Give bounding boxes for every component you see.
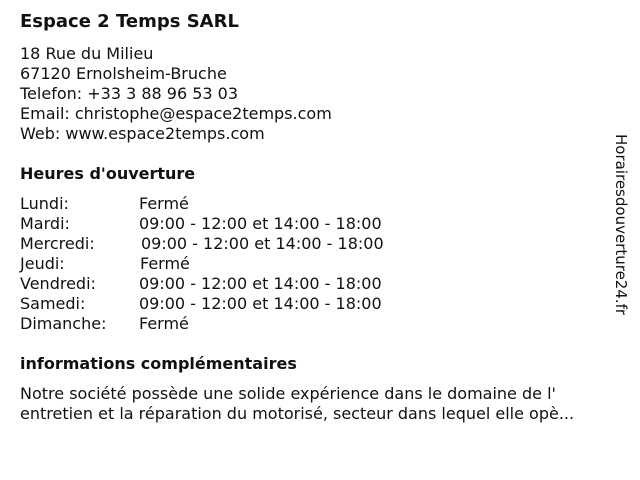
day-label: Samedi: bbox=[20, 294, 86, 313]
hours-row-wednesday bbox=[20, 234, 440, 254]
hours-row-friday bbox=[20, 274, 440, 294]
opening-hours-heading: Heures d'ouverture bbox=[20, 164, 196, 183]
hours-value: 09:00 - 12:00 et 14:00 - 18:00 bbox=[141, 234, 384, 253]
day-label: Dimanche: bbox=[20, 314, 107, 333]
day-label: Mardi: bbox=[20, 214, 70, 233]
hours-value: Fermé bbox=[140, 254, 190, 273]
day-label: Mercredi: bbox=[20, 234, 95, 253]
day-label: Lundi: bbox=[20, 194, 69, 213]
hours-row-saturday bbox=[20, 294, 440, 314]
business-name: Espace 2 Temps SARL bbox=[20, 11, 239, 32]
opening-hours-table bbox=[20, 194, 440, 334]
site-watermark: Horairesdouverture24.fr bbox=[612, 134, 630, 316]
hours-value: Fermé bbox=[139, 314, 189, 333]
additional-info-heading: informations complémentaires bbox=[20, 354, 297, 373]
day-label: Vendredi: bbox=[20, 274, 96, 293]
info-text-line: Notre société possède une solide expérience dans le domaine de l' bbox=[20, 384, 556, 403]
additional-info-text bbox=[20, 384, 625, 424]
hours-row-monday bbox=[20, 194, 440, 214]
address-street: 18 Rue du Milieu bbox=[20, 44, 154, 63]
website: Web: www.espace2temps.com bbox=[20, 124, 265, 143]
hours-value: Fermé bbox=[139, 194, 189, 213]
day-label: Jeudi: bbox=[20, 254, 65, 273]
address-block bbox=[20, 44, 332, 144]
info-text-line: entretien et la réparation du motorisé, secteur dans lequel elle opè... bbox=[20, 404, 575, 423]
hours-row-tuesday bbox=[20, 214, 440, 234]
hours-row-thursday bbox=[20, 254, 440, 274]
email-address: Email: christophe@espace2temps.com bbox=[20, 104, 332, 123]
address-city: 67120 Ernolsheim-Bruche bbox=[20, 64, 227, 83]
hours-row-sunday bbox=[20, 314, 440, 334]
hours-value: 09:00 - 12:00 et 14:00 - 18:00 bbox=[139, 214, 382, 233]
hours-value: 09:00 - 12:00 et 14:00 - 18:00 bbox=[139, 294, 382, 313]
phone-number: Telefon: +33 3 88 96 53 03 bbox=[20, 84, 239, 103]
hours-value: 09:00 - 12:00 et 14:00 - 18:00 bbox=[139, 274, 382, 293]
